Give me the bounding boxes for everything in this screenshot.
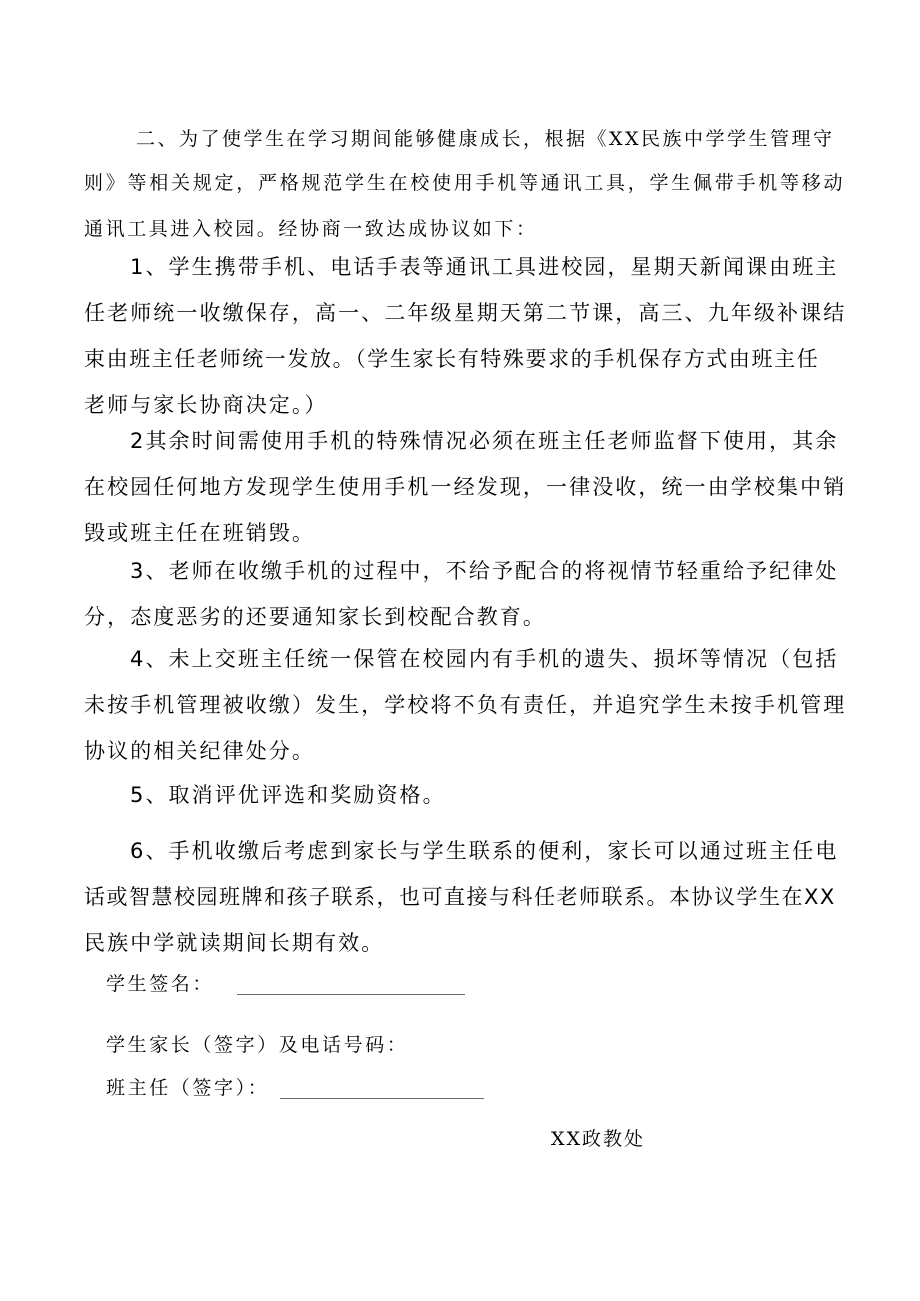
clause-line: 分，态度恶劣的还要通知家长到校配合教育。 bbox=[84, 605, 546, 629]
intro-line: 二、为了使学生在学习期间能够健康成长，根据《XX民族中学学生管理守 bbox=[136, 128, 835, 150]
clause-line: 话或智慧校园班牌和孩子联系，也可直接与科任老师联系。本协议学生在XX bbox=[84, 885, 836, 909]
intro-line: 通讯工具进入校园。经协商一致达成协议如下： bbox=[84, 218, 538, 240]
clause-3 bbox=[84, 548, 840, 640]
clause-5 bbox=[84, 772, 840, 818]
student-signature-line bbox=[237, 994, 465, 995]
parent-signature-row bbox=[106, 1030, 408, 1060]
issuer-name: XX政教处 bbox=[551, 1128, 646, 1150]
clause-line: 未按手机管理被收缴）发生，学校将不负有责任，并追究学生未按手机管理 bbox=[84, 693, 847, 717]
clause-line: 3、老师在收缴手机的过程中，不给予配合的将视情节轻重给予纪律处 bbox=[130, 559, 839, 583]
clause-4 bbox=[84, 636, 847, 774]
clause-line: 束由班主任老师统一发放。（学生家长有特殊要求的手机保存方式由班主任 bbox=[84, 347, 820, 371]
parent-signature-label: 学生家长（签字）及电话号码： bbox=[106, 1034, 409, 1056]
clause-6 bbox=[84, 828, 840, 966]
clause-line: 5、取消评优评选和奖励资格。 bbox=[130, 783, 446, 807]
teacher-signature-line bbox=[280, 1098, 484, 1099]
clause-line: 老师与家长协商决定。） bbox=[84, 393, 328, 417]
intro-line: 则》等相关规定，严格规范学生在校使用手机等通讯工具，学生佩带手机等移动 bbox=[84, 172, 846, 194]
teacher-signature-label: 班主任（签字）： bbox=[106, 1077, 270, 1099]
clause-1 bbox=[84, 244, 847, 428]
clause-line: 毁或班主任在班销毁。 bbox=[84, 521, 315, 545]
teacher-signature-row bbox=[106, 1073, 484, 1103]
clause-line: 1、学生携带手机、电话手表等通讯工具进校园，星期天新闻课由班主 bbox=[130, 255, 839, 279]
intro-paragraph bbox=[84, 118, 846, 252]
student-signature-label: 学生签名： bbox=[106, 973, 215, 995]
clause-line: 2其余时间需使用手机的特殊情况必须在班主任老师监督下使用，其余 bbox=[130, 429, 839, 453]
clause-line: 任老师统一收缴保存，高一、二年级星期天第二节课，高三、九年级补课结 bbox=[84, 301, 847, 325]
clause-line: 4、未上交班主任统一保管在校园内有手机的遗失、损坏等情况（包括 bbox=[130, 647, 839, 671]
clause-line: 民族中学就读期间长期有效。 bbox=[84, 931, 385, 955]
clause-line: 在校园任何地方发现学生使用手机一经发现，一律没收，统一由学校集中销 bbox=[84, 475, 847, 499]
student-signature-row bbox=[106, 969, 465, 999]
clause-line: 6、手机收缴后考虑到家长与学生联系的便利，家长可以通过班主任电 bbox=[130, 839, 839, 863]
clause-2 bbox=[84, 418, 847, 556]
clause-line: 协议的相关纪律处分。 bbox=[84, 739, 315, 763]
